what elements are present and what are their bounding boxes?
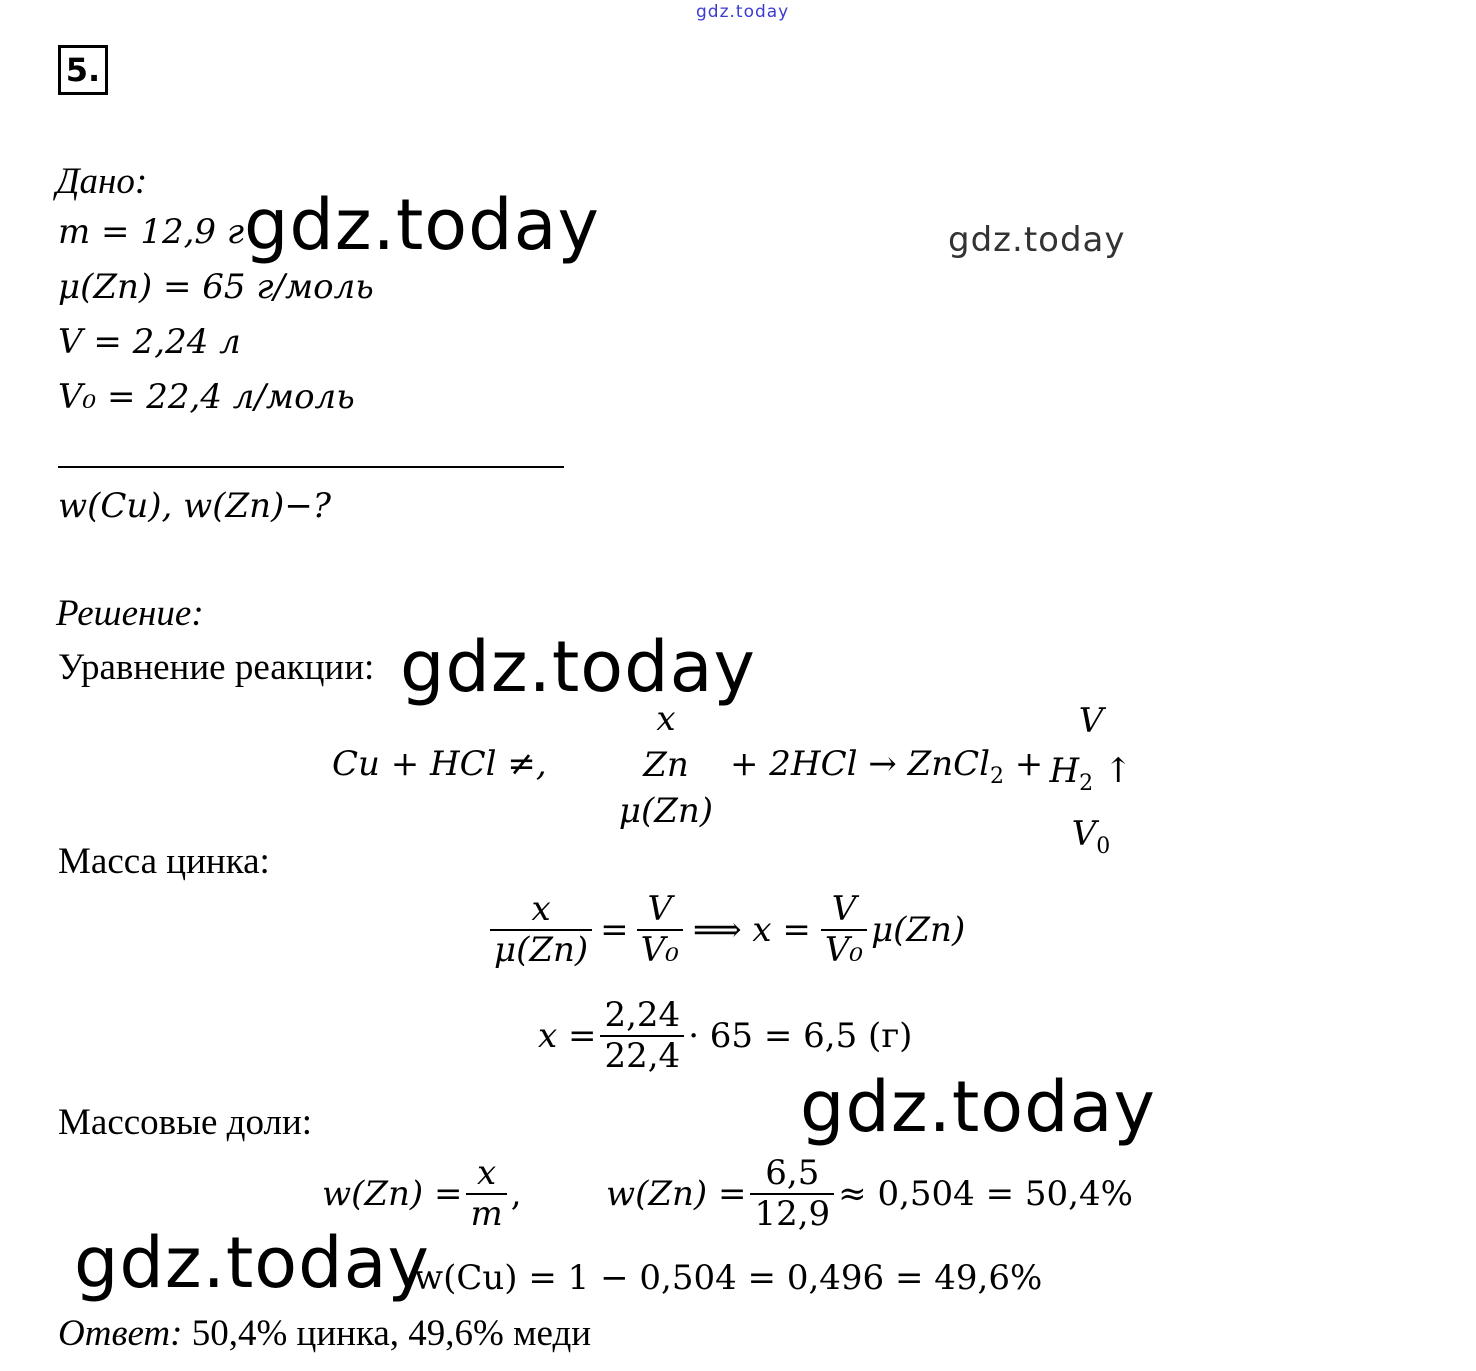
frac-den: μ(Zn) bbox=[490, 929, 592, 970]
answer-line bbox=[58, 1312, 591, 1355]
given-line-molar-volume: V₀ = 22,4 л/моль bbox=[58, 377, 355, 417]
frac-num: x bbox=[476, 1153, 497, 1193]
fraction-v-over-v0-2 bbox=[821, 890, 867, 970]
h2-mid bbox=[1050, 746, 1133, 809]
fraction-x-over-m bbox=[466, 1154, 506, 1234]
equation-proportion bbox=[486, 890, 965, 970]
h2-bot-sub: 0 bbox=[1096, 833, 1111, 859]
eq3-comma: , bbox=[510, 1174, 522, 1215]
frac-den: 22,4 bbox=[600, 1035, 684, 1076]
frac-num: 2,24 bbox=[604, 995, 681, 1035]
watermark-3: gdz.today bbox=[400, 626, 756, 708]
problem-number: 5. bbox=[58, 45, 108, 95]
frac-num: V bbox=[831, 889, 857, 929]
reaction-left: Cu + HCl ≠, bbox=[332, 744, 547, 784]
fraction-v-over-v0 bbox=[637, 890, 683, 970]
reaction-mid-sub: 2 bbox=[989, 763, 1004, 789]
implies: ⟹ x = bbox=[692, 910, 811, 951]
zn-mid: Zn bbox=[643, 745, 689, 785]
given-line-molar-mass: μ(Zn) = 65 г/моль bbox=[58, 267, 374, 307]
eq-tail: μ(Zn) bbox=[871, 910, 966, 951]
given-line-mass: m = 12,9 г bbox=[58, 212, 245, 252]
h2-sub: 2 bbox=[1079, 770, 1094, 796]
reaction-plus: + bbox=[1014, 744, 1044, 784]
watermark-4: gdz.today bbox=[800, 1066, 1156, 1148]
zinc-mass-label: Масса цинка: bbox=[58, 841, 270, 882]
frac-num: 6,5 bbox=[765, 1153, 820, 1193]
answer-label: Ответ: bbox=[58, 1313, 183, 1354]
h2-bot-letter: V bbox=[1071, 813, 1097, 854]
frac-den: 12,9 bbox=[750, 1193, 834, 1234]
given-heading: Дано: bbox=[56, 161, 148, 202]
reaction-label: Уравнение реакции: bbox=[58, 647, 375, 688]
h2-letter: H bbox=[1049, 751, 1080, 791]
h2-bot bbox=[1072, 809, 1111, 872]
zn-top: x bbox=[656, 699, 676, 739]
zn-stack bbox=[610, 696, 722, 834]
equation-x-value bbox=[538, 996, 912, 1076]
find-line: w(Cu), w(Zn)−? bbox=[58, 486, 332, 526]
eq3-lhs: w(Zn) = bbox=[322, 1174, 463, 1215]
frac-den: V₀ bbox=[637, 929, 683, 970]
reaction-mid-text: + 2HCl → ZnCl bbox=[730, 744, 990, 784]
frac-den: V₀ bbox=[821, 929, 867, 970]
gas-arrow-icon: ↑ bbox=[1103, 751, 1133, 791]
top-watermark: gdz.today bbox=[696, 2, 790, 22]
fractions-label: Массовые доли: bbox=[58, 1102, 313, 1143]
eq-sign: = bbox=[600, 910, 629, 951]
answer-text: 50,4% цинка, 49,6% меди bbox=[191, 1313, 592, 1354]
eq2-tail: · 65 = 6,5 (г) bbox=[688, 1016, 913, 1057]
equation-wzn-value bbox=[606, 1154, 1133, 1234]
frac-num: V bbox=[647, 889, 673, 929]
solution-heading: Решение: bbox=[56, 593, 204, 634]
h2-stack bbox=[1046, 696, 1136, 872]
watermark-1: gdz.today bbox=[244, 184, 600, 266]
eq2-lhs: x = bbox=[538, 1016, 597, 1057]
given-line-volume: V = 2,24 л bbox=[58, 322, 241, 362]
equation-wcu: w(Cu) = 1 − 0,504 = 0,496 = 49,6% bbox=[414, 1258, 1043, 1298]
fraction-224-over-224 bbox=[600, 996, 684, 1076]
frac-den: m bbox=[466, 1193, 506, 1234]
fraction-x-over-mu bbox=[490, 890, 592, 970]
eq4-lhs: w(Zn) = bbox=[606, 1174, 747, 1215]
eq4-tail: ≈ 0,504 = 50,4% bbox=[838, 1174, 1133, 1215]
reaction-mid bbox=[730, 744, 1043, 789]
h2-top: V bbox=[1078, 701, 1104, 741]
given-divider bbox=[58, 466, 564, 468]
fraction-65-over-129 bbox=[750, 1154, 834, 1234]
watermark-2: gdz.today bbox=[948, 220, 1126, 260]
zn-bot: μ(Zn) bbox=[618, 791, 714, 831]
frac-num: x bbox=[531, 889, 551, 929]
watermark-5: gdz.today bbox=[74, 1222, 430, 1304]
